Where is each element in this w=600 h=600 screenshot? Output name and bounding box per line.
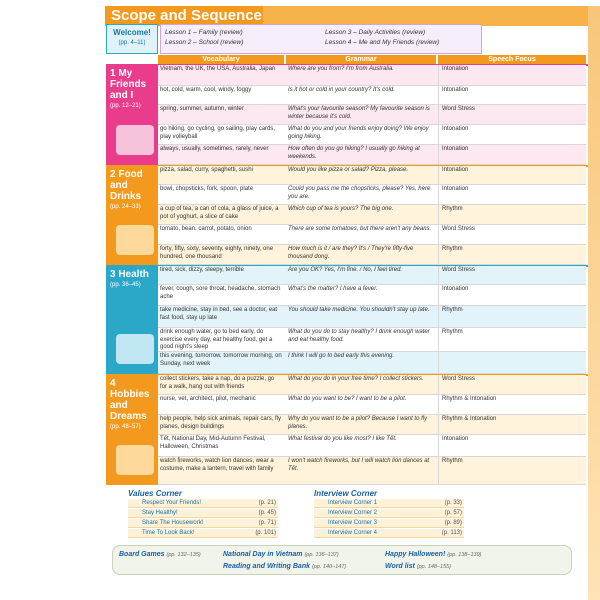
vocabulary-cell: this evening, tomorrow, tomorrow morning, on Sunday, next week [160,353,282,367]
grammar-cell: I won't watch fireworks, but I will watch lion dances at Tết. [288,458,430,472]
speech-focus-cell: Word Stress [438,105,586,124]
values-corner-item-page: (p. 45) [258,510,276,516]
interview-corner-item-title: Interview Corner 2 [328,510,378,516]
grammar-cell: What's your favourite season? My favourite season is winter because it's cold. [288,106,430,120]
vocabulary-cell: watch fireworks, watch lion dances, wear a costume, make a lantern, travel with family [160,458,274,472]
speech-focus-cell: Intonation [438,185,586,204]
unit-2-pages: (pp. 24–33) [110,204,141,210]
interview-corner-title: Interview Corner [314,489,378,498]
vocabulary-cell: Vietnam, the UK, the USA, Australia, Japan [160,66,276,72]
footer-links [112,545,572,575]
speech-focus-cell: Rhythm & Intonation [438,395,586,414]
grammar-cell: Why do you want to be a pilot? Because I want to fly planes. [288,416,428,430]
interview-corner-item-page: (p. 89) [444,520,462,526]
table-row [158,306,586,328]
grammar-cell: Could you pass me the chopsticks, please? Yes, here you are. [288,186,431,200]
table-row [158,166,586,185]
grammar-cell: How much is it / are they? It's / They're fifty-five thousand dong. [288,246,414,260]
unit-4-label [106,375,158,485]
values-corner-item [128,509,278,518]
grammar-cell: You should take medicine. You shouldn't stay up late. [288,307,430,313]
speech-focus-cell: Intonation [438,435,586,456]
interview-corner-item-title: Interview Corner 3 [328,520,378,526]
speech-focus-cell: Rhythm [438,328,586,351]
welcome-lesson-1: Lesson 1 – Family (review) [165,29,243,36]
welcome-lesson-3: Lesson 3 – Daily Activities (review) [325,29,426,36]
vocabulary-cell: Tết, National Day, Mid-Autumn Festival, Halloween, Christmas [160,436,266,450]
grammar-cell: What do you do to stay healthy? I drink enough water and eat healthy food. [288,329,430,343]
interview-corner-item [314,529,464,538]
table-row [158,285,586,306]
unit-1-title: 1 My Friends and I [110,68,147,101]
welcome-title: Welcome! [113,28,151,37]
vocabulary-cell: take medicine, stay in bed, see a doctor, eat fast food, stay up late [160,307,278,321]
footer-halloween[interactable]: Happy Halloween! (pp. 138–139) [385,551,482,558]
unit-3-pages: (pp. 36–45) [110,282,141,288]
interview-corner-item-page: (p. 113) [441,530,462,536]
vocabulary-cell: bowl, chopsticks, fork, spoon, plate [160,186,254,192]
speech-focus-cell: Intonation [438,65,586,85]
unit-2-label [106,166,158,265]
unit-4-pages: (pp. 48–57) [110,424,141,430]
table-row [158,375,586,395]
vocabulary-cell: go hiking, go cycling, go sailing, play cards, play volleyball [160,126,276,140]
grammar-cell: What do you do in your free time? I collect stickers. [288,376,424,382]
values-corner-item-title: Time To Look Back! [142,530,195,536]
values-corner-title: Values Corner [128,489,182,498]
unit-2-title: 2 Food and Drinks [110,169,143,202]
table-row [158,457,586,485]
table-row [158,65,586,86]
vocabulary-cell: hot, cold, warm, cool, windy, foggy [160,87,252,93]
grammar-cell: What festival do you like most? I like Tết. [288,436,397,442]
interview-corner-item-page: (p. 57) [444,510,462,516]
footer-board-games[interactable]: Board Games (pp. 132–135) [119,551,201,558]
speech-focus-cell: Intonation [438,285,586,305]
table-row [158,435,586,457]
speech-focus-cell: Rhythm [438,245,586,264]
grammar-cell: Are you OK? Yes, I'm fine. / No, I feel tired. [288,267,403,273]
vocabulary-cell: collect stickers, take a nap, do a puzzle, go for a walk, hang out with friends [160,376,275,390]
table-row [158,86,586,105]
speech-focus-cell: Intonation [438,86,586,104]
table-row [158,225,586,245]
table-row [158,185,586,205]
vocabulary-cell: always, usually, sometimes, rarely, never [160,146,269,152]
table-row [158,205,586,225]
vocabulary-cell: a cup of tea, a can of cola, a glass of juice, a pot of yoghurt, a slice of cake [160,206,279,220]
vocabulary-cell: fever, cough, sore throat, headache, stomach ache [160,286,281,300]
interview-corner-item [314,519,464,528]
unit-3-illustration [116,334,154,364]
table-row [158,145,586,165]
values-corner-item-title: Stay Healthy! [142,510,178,516]
unit-1-pages: (pp. 12–21) [110,103,141,109]
table-row [158,125,586,145]
unit-2-illustration [116,225,154,255]
grammar-cell: Would you like pizza or salad? Pizza, please. [288,167,409,173]
unit-1-illustration [116,125,154,155]
speech-focus-cell: Rhythm & Intonation [438,415,586,434]
speech-focus-cell: Word Stress [438,225,586,244]
vocabulary-cell: spring, summer, autumn, winter [160,106,244,112]
grammar-cell: There are some tomatoes, but there aren't any beans. [288,226,432,232]
grammar-cell: I think I will go to bed early this evening. [288,353,395,359]
speech-focus-cell: Word Stress [438,266,586,284]
grammar-cell: What do you want to be? I want to be a pilot. [288,396,407,402]
welcome-lessons [160,24,482,54]
unit-3-label [106,266,158,374]
interview-corner-item-page: (p. 33) [444,500,462,506]
footer-word-list[interactable]: Word list (pp. 148–155) [385,563,452,570]
table-row [158,395,586,415]
grammar-cell: Which cup of tea is yours? The big one. [288,206,394,212]
vocabulary-cell: nurse, vet, architect, pilot, mechanic [160,396,256,402]
grammar-cell: How often do you go hiking? I usually go hiking at weekends. [288,146,420,160]
table-row [158,266,586,285]
page-edge-strip [588,6,600,600]
values-corner-item [128,519,278,528]
title-bar-extension [263,6,600,26]
speech-focus-cell: Intonation [438,125,586,144]
table-row [158,415,586,435]
speech-focus-cell [438,352,586,373]
welcome-lesson-2: Lesson 2 – School (review) [165,39,244,46]
unit-1-label [106,65,158,165]
values-corner-item [128,529,278,538]
unit-4-title: 4 Hobbies and Dreams [110,378,150,422]
vocabulary-cell: tomato, bean, carrot, potato, onion [160,226,252,232]
header-grammar: Grammar [286,55,436,65]
speech-focus-cell: Rhythm [438,457,586,484]
values-corner-item-page: (p. 71) [258,520,276,526]
table-row [158,328,586,352]
speech-focus-cell: Intonation [438,166,586,184]
grammar-cell: Where are you from? I'm from Australia. [288,66,394,72]
grammar-cell: What's the matter? I have a fever. [288,286,378,292]
speech-focus-cell: Word Stress [438,375,586,394]
interview-corner-item [314,509,464,518]
vocabulary-cell: pizza, salad, curry, spaghetti, sushi [160,167,253,173]
footer-reading-writing[interactable]: Reading and Writing Bank (pp. 140–147) [223,563,347,570]
welcome-label [106,24,158,54]
speech-focus-cell: Rhythm [438,306,586,327]
interview-corner-item [314,499,464,508]
values-corner-item-page: (p. 101) [255,530,276,536]
header-vocabulary: Vocabulary [158,55,284,65]
footer-national-day[interactable]: National Day in Vietnam (pp. 136–137) [223,551,339,558]
unit-4-illustration [116,445,154,475]
grammar-cell: Is it hot or cold in your country? It's cold. [288,87,395,93]
unit-3-title: 3 Health [110,269,149,280]
interview-corner-item-title: Interview Corner 1 [328,500,378,506]
vocabulary-cell: drink enough water, go to bed early, do exercise every day, eat healthy food, get a good night's sleep [160,329,273,350]
page-title: Scope and Sequence [105,6,263,26]
table-row [158,105,586,125]
table-row [158,352,586,374]
speech-focus-cell: Rhythm [438,205,586,224]
table-row [158,245,586,265]
speech-focus-cell: Intonation [438,145,586,164]
vocabulary-cell: forty, fifty, sixty, seventy, eighty, ninety, one hundred, one thousand [160,246,274,260]
grammar-cell: What do you and your friends enjoy doing? We enjoy going hiking. [288,126,429,140]
values-corner-item [128,499,278,508]
header-speech-focus: Speech Focus [438,55,586,65]
welcome-lesson-4: Lesson 4 – Me and My Friends (review) [325,39,440,46]
values-corner-item-title: Respect Your Friends! [142,500,202,506]
values-corner-item-title: Share The Housework! [142,520,204,526]
vocabulary-cell: tired, sick, dizzy, sleepy, terrible [160,267,244,273]
welcome-pages: (pp. 4–11) [118,40,146,46]
values-corner-item-page: (p. 21) [258,500,276,506]
interview-corner-item-title: Interview Corner 4 [328,530,378,536]
vocabulary-cell: help people, help sick animals, repair cars, fly planes, design buildings [160,416,282,430]
